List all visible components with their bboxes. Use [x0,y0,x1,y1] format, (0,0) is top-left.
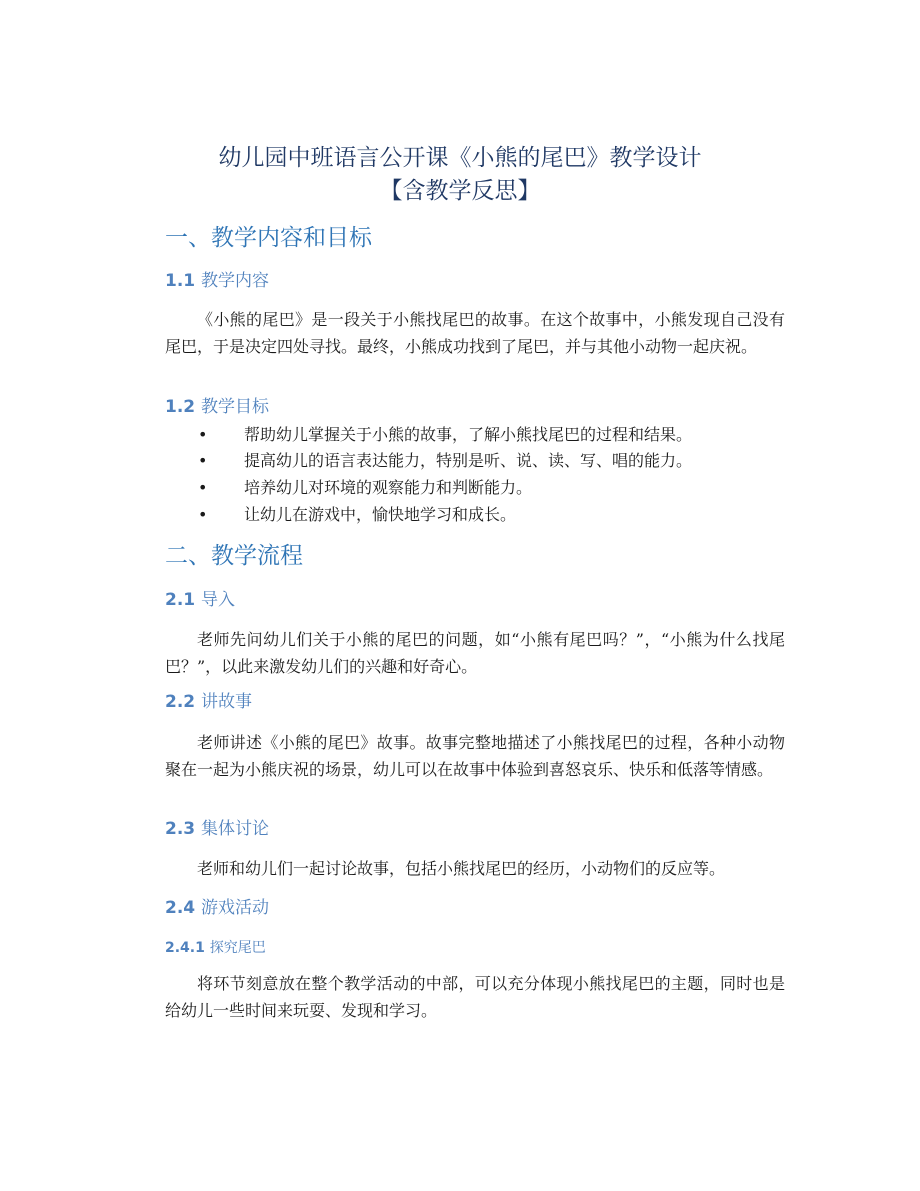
section2-3-heading [165,817,269,841]
section1-1-number: 1.1 [165,271,196,291]
section2-4-1-heading [165,938,266,958]
section2-2-number: 2.2 [165,692,196,712]
section2-4-1-number: 2.4.1 [165,940,205,956]
document-title-line2: 【含教学反思】 [379,178,541,204]
section2-3-paragraph: 老师和幼儿们一起讨论故事，包括小熊找尾巴的经历，小动物们的反应等。 [197,859,726,878]
section1-heading: 一、教学内容和目标 [165,225,372,251]
section2-3-number: 2.3 [165,819,196,839]
goal-text: 帮助幼儿掌握关于小熊的故事，了解小熊找尾巴的过程和结果。 [244,425,693,444]
goal-text: 让幼儿在游戏中，愉快地学习和成长。 [244,505,517,524]
section1-1-title: 教学内容 [201,271,270,291]
section2-heading: 二、教学流程 [165,543,303,569]
section2-4-1-paragraph: 将环节刻意放在整个教学活动的中部，可以充分体现小熊找尾巴的主题，同时也是给幼儿一些时间来玩耍、发现和学习。 [165,974,785,1020]
section2-4-1-title: 探究尾巴 [209,940,266,956]
document-title-line1: 幼儿园中班语言公开课《小熊的尾巴》教学设计 [218,145,702,171]
section2-4-title: 游戏活动 [201,898,270,918]
section2-2-paragraph: 老师讲述《小熊的尾巴》故事。故事完整地描述了小熊找尾巴的过程，各种小动物聚在一起为小熊庆祝的场景，幼儿可以在故事中体验到喜怒哀乐、快乐和低落等情感。 [165,733,785,779]
section2-1-number: 2.1 [165,590,196,610]
section2-4-number: 2.4 [165,898,196,918]
goal-list-item [198,502,798,528]
section1-2-heading [165,395,269,419]
section2-2-heading [165,690,252,714]
goal-list-item [198,422,798,448]
section2-2-title: 讲故事 [201,692,253,712]
goal-list-item [198,475,798,501]
section1-1-paragraph: 《小熊的尾巴》是一段关于小熊找尾巴的故事。在这个故事中，小熊发现自己没有尾巴，于是决定四处寻找。最终，小熊成功找到了尾巴，并与其他小动物一起庆祝。 [165,310,785,356]
bullet-icon: • [198,478,208,497]
bullet-icon: • [198,451,208,470]
bullet-icon: • [198,425,208,444]
section1-2-title: 教学目标 [201,397,270,417]
goal-list-item [198,448,798,474]
goal-text: 提高幼儿的语言表达能力，特别是听、说、读、写、唱的能力。 [244,451,693,470]
section2-3-title: 集体讨论 [201,819,270,839]
section1-2-number: 1.2 [165,397,196,417]
section1-1-heading [165,269,269,293]
section2-4-heading [165,896,269,920]
section2-1-paragraph: 老师先问幼儿们关于小熊的尾巴的问题，如“小熊有尾巴吗？”，“小熊为什么找尾巴？”，以此来激发幼儿们的兴趣和好奇心。 [165,630,785,676]
bullet-icon: • [198,505,208,524]
goal-text: 培养幼儿对环境的观察能力和判断能力。 [244,478,533,497]
section2-1-heading [165,588,235,612]
section2-1-title: 导入 [201,590,236,610]
